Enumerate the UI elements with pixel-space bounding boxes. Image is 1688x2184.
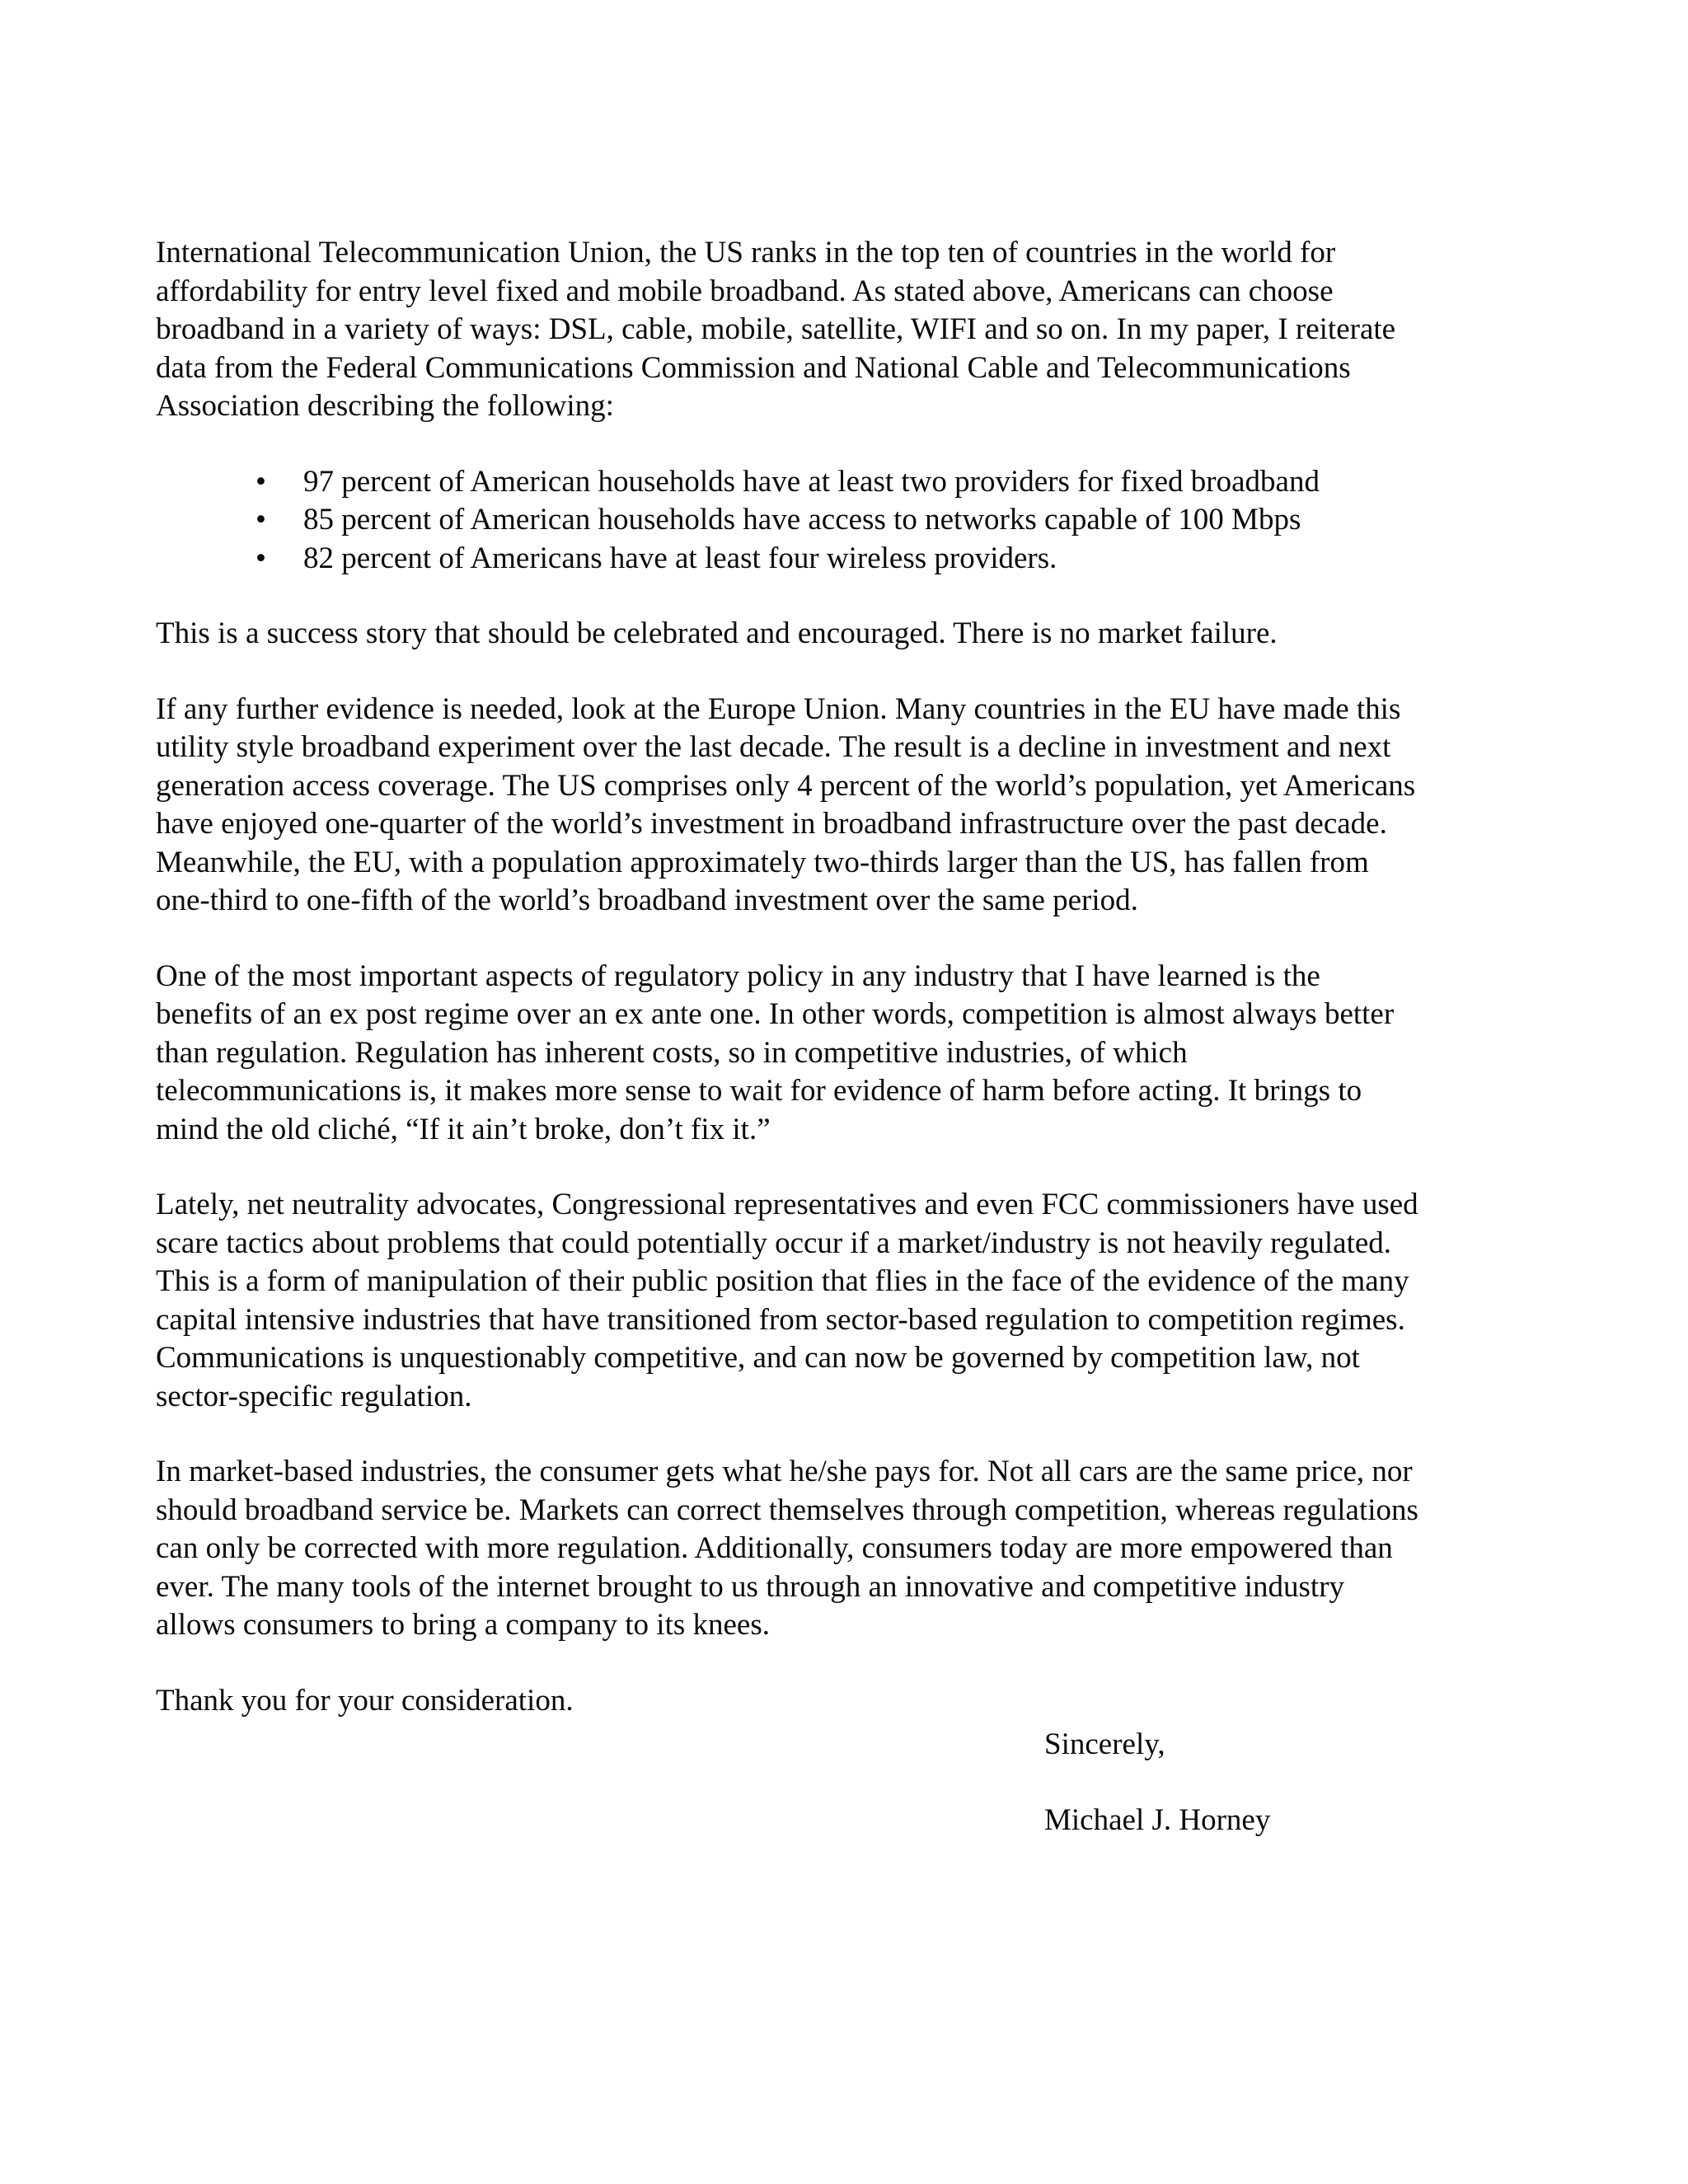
- bullet-item: [156, 463, 1549, 502]
- text-line: In market-based industries, the consumer gets what he/she pays for. Not all cars are the same price, nor: [156, 1455, 1413, 1488]
- statistics-bullet-list: [156, 463, 1549, 579]
- bullet-text: 97 percent of American households have at least two providers for fixed broadband: [303, 464, 1320, 499]
- closing-salutation: Sincerely,: [1044, 1727, 1165, 1761]
- text-line: International Telecommunication Union, the US ranks in the top ten of countries in the world for: [156, 236, 1336, 269]
- text-line: ever. The many tools of the internet brought to us through an innovative and competitive industry: [156, 1569, 1345, 1604]
- text-line: have enjoyed one-quarter of the world’s investment in broadband infrastructure over the past decade.: [156, 807, 1387, 841]
- text-line: This is a success story that should be celebrated and encouraged. There is no market failure.: [156, 616, 1278, 650]
- paragraph-net-neutrality: [156, 1186, 1549, 1416]
- text-line: mind the old cliché, “If it ain’t broke, don’t fix it.”: [156, 1112, 771, 1146]
- text-line: scare tactics about problems that could potentially occur if a market/industry is not heavily regulated.: [156, 1226, 1392, 1260]
- paragraph-europe-union: [156, 691, 1549, 921]
- text-line: capital intensive industries that have transitioned from sector-based regulation to competition regimes.: [156, 1302, 1405, 1337]
- text-line: utility style broadband experiment over the last decade. The result is a decline in investment and next: [156, 730, 1391, 764]
- bullet-text: 85 percent of American households have access to networks capable of 100 Mbps: [303, 503, 1301, 537]
- paragraph-success-story: [156, 615, 1549, 654]
- paragraph-market-based: [156, 1453, 1549, 1645]
- bullet-icon: •: [256, 503, 266, 537]
- bullet-item: [156, 501, 1549, 540]
- bullet-icon: •: [256, 541, 266, 575]
- text-line: Meanwhile, the EU, with a population approximately two-thirds larger than the US, has fallen from: [156, 845, 1369, 879]
- text-line: sector-specific regulation.: [156, 1379, 472, 1413]
- text-line: than regulation. Regulation has inherent costs, so in competitive industries, of which: [156, 1035, 1188, 1070]
- text-line: data from the Federal Communications Commission and National Cable and Telecommunications: [156, 350, 1351, 385]
- text-line: generation access coverage. The US comprises only 4 percent of the world’s population, yet Americans: [156, 768, 1416, 803]
- text-line: allows consumers to bring a company to its knees.: [156, 1608, 771, 1642]
- bullet-item: [156, 540, 1549, 579]
- text-line: telecommunications is, it makes more sense to wait for evidence of harm before acting. It brings to: [156, 1074, 1362, 1108]
- text-line: Thank you for your consideration.: [156, 1683, 574, 1718]
- text-line: This is a form of manipulation of their public position that flies in the face of the evidence of the many: [156, 1264, 1409, 1298]
- text-line: can only be corrected with more regulation. Additionally, consumers today are more empowered than: [156, 1531, 1393, 1565]
- text-line: Lately, net neutrality advocates, Congressional representatives and even FCC commissioners have used: [156, 1188, 1418, 1221]
- text-line: broadband in a variety of ways: DSL, cable, mobile, satellite, WIFI and so on. In my paper, I reiterate: [156, 312, 1396, 346]
- paragraph-regulatory-policy: [156, 958, 1549, 1150]
- text-line: If any further evidence is needed, look at the Europe Union. Many countries in the EU have made this: [156, 691, 1401, 726]
- text-line: one-third to one-fifth of the world’s broadband investment over the same period.: [156, 883, 1138, 917]
- paragraph-affordability: [156, 234, 1549, 426]
- text-line: affordability for entry level fixed and mobile broadband. As stated above, Americans can choose: [156, 274, 1334, 308]
- letter-body: [156, 234, 1549, 1757]
- bullet-text: 82 percent of Americans have at least four wireless providers.: [303, 541, 1057, 575]
- signature-name: Michael J. Horney: [1044, 1802, 1271, 1837]
- text-line: Communications is unquestionably competitive, and can now be governed by competition law, not: [156, 1341, 1360, 1375]
- paragraph-thank-you: [156, 1682, 1549, 1721]
- text-line: benefits of an ex post regime over an ex ante one. In other words, competition is almost always better: [156, 997, 1395, 1031]
- bullet-icon: •: [256, 464, 266, 499]
- text-line: Association describing the following:: [156, 389, 614, 423]
- signature-block: [1044, 1726, 1270, 1877]
- text-line: should broadband service be. Markets can correct themselves through competition, whereas regulations: [156, 1493, 1418, 1527]
- text-line: One of the most important aspects of regulatory policy in any industry that I have learned is the: [156, 958, 1320, 993]
